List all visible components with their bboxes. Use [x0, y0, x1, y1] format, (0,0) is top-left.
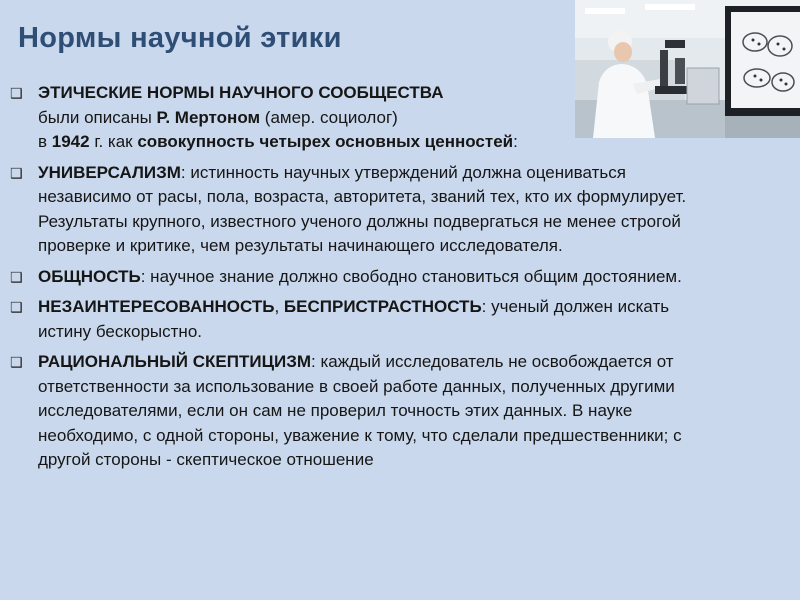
bullet-icon: ❑	[10, 164, 23, 181]
item-text: (амер. социолог)	[260, 107, 398, 127]
item-text: : каждый исследователь не освобождается от ответственности за использование в своей работе данных, полученных другими исследователями, если он сам не проверил точность этих данных. В науке необходимо, с одной стороны, уважение к тому, что сделали предшественники; с другой стороны - скептическое отношение	[38, 352, 682, 469]
list-item-disinterestedness	[8, 295, 698, 344]
item-text: :	[513, 132, 518, 151]
item-heading: НЕЗАИНТЕРЕСОВАННОСТЬ	[38, 297, 275, 316]
item-text: в	[38, 132, 52, 151]
item-author: Р. Мертоном	[156, 107, 261, 127]
list-item-commonality	[8, 265, 698, 290]
item-text: : ученый должен искать истину бескорыстно.	[38, 297, 670, 341]
item-heading: ОБЩНОСТЬ	[38, 266, 141, 286]
bullet-icon: ❑	[10, 354, 23, 370]
bullet-icon: ❑	[10, 299, 23, 315]
item-text: г. как	[89, 132, 138, 151]
list-item-universalism	[8, 161, 698, 259]
item-text: ,	[274, 297, 284, 316]
item-text: : истинность научных утверждений должна оцениваться независимо от расы, пола, возраста, авторитета, званий тех, кто их формулирует. Результаты крупного, известного ученого должны подвергаться не менее строгой проверке и критике, чем результаты начинающего исследователя.	[38, 162, 687, 255]
content-list	[8, 81, 698, 479]
item-year: 1942	[51, 132, 90, 151]
bullet-icon: ❑	[10, 85, 23, 101]
item-heading: ЭТИЧЕСКИЕ НОРМЫ НАУЧНОГО СООБЩЕСТВА	[38, 83, 444, 102]
item-heading: БЕСПРИСТРАСТНОСТЬ	[283, 297, 482, 316]
item-heading: РАЦИОНАЛЬНЫЙ СКЕПТИЦИЗМ	[38, 352, 312, 371]
item-text: : научное знание должно свободно становиться общим достоянием.	[140, 266, 682, 286]
item-heading: УНИВЕРСАЛИЗМ	[38, 162, 181, 182]
list-item-ethical-norms	[8, 81, 698, 155]
item-emphasis: совокупность четырех основных ценностей	[137, 132, 514, 151]
bullet-icon: ❑	[10, 268, 23, 285]
item-text: были описаны	[38, 107, 157, 127]
slide-title: Нормы научной этики	[18, 22, 342, 54]
list-item-skepticism	[8, 350, 698, 473]
